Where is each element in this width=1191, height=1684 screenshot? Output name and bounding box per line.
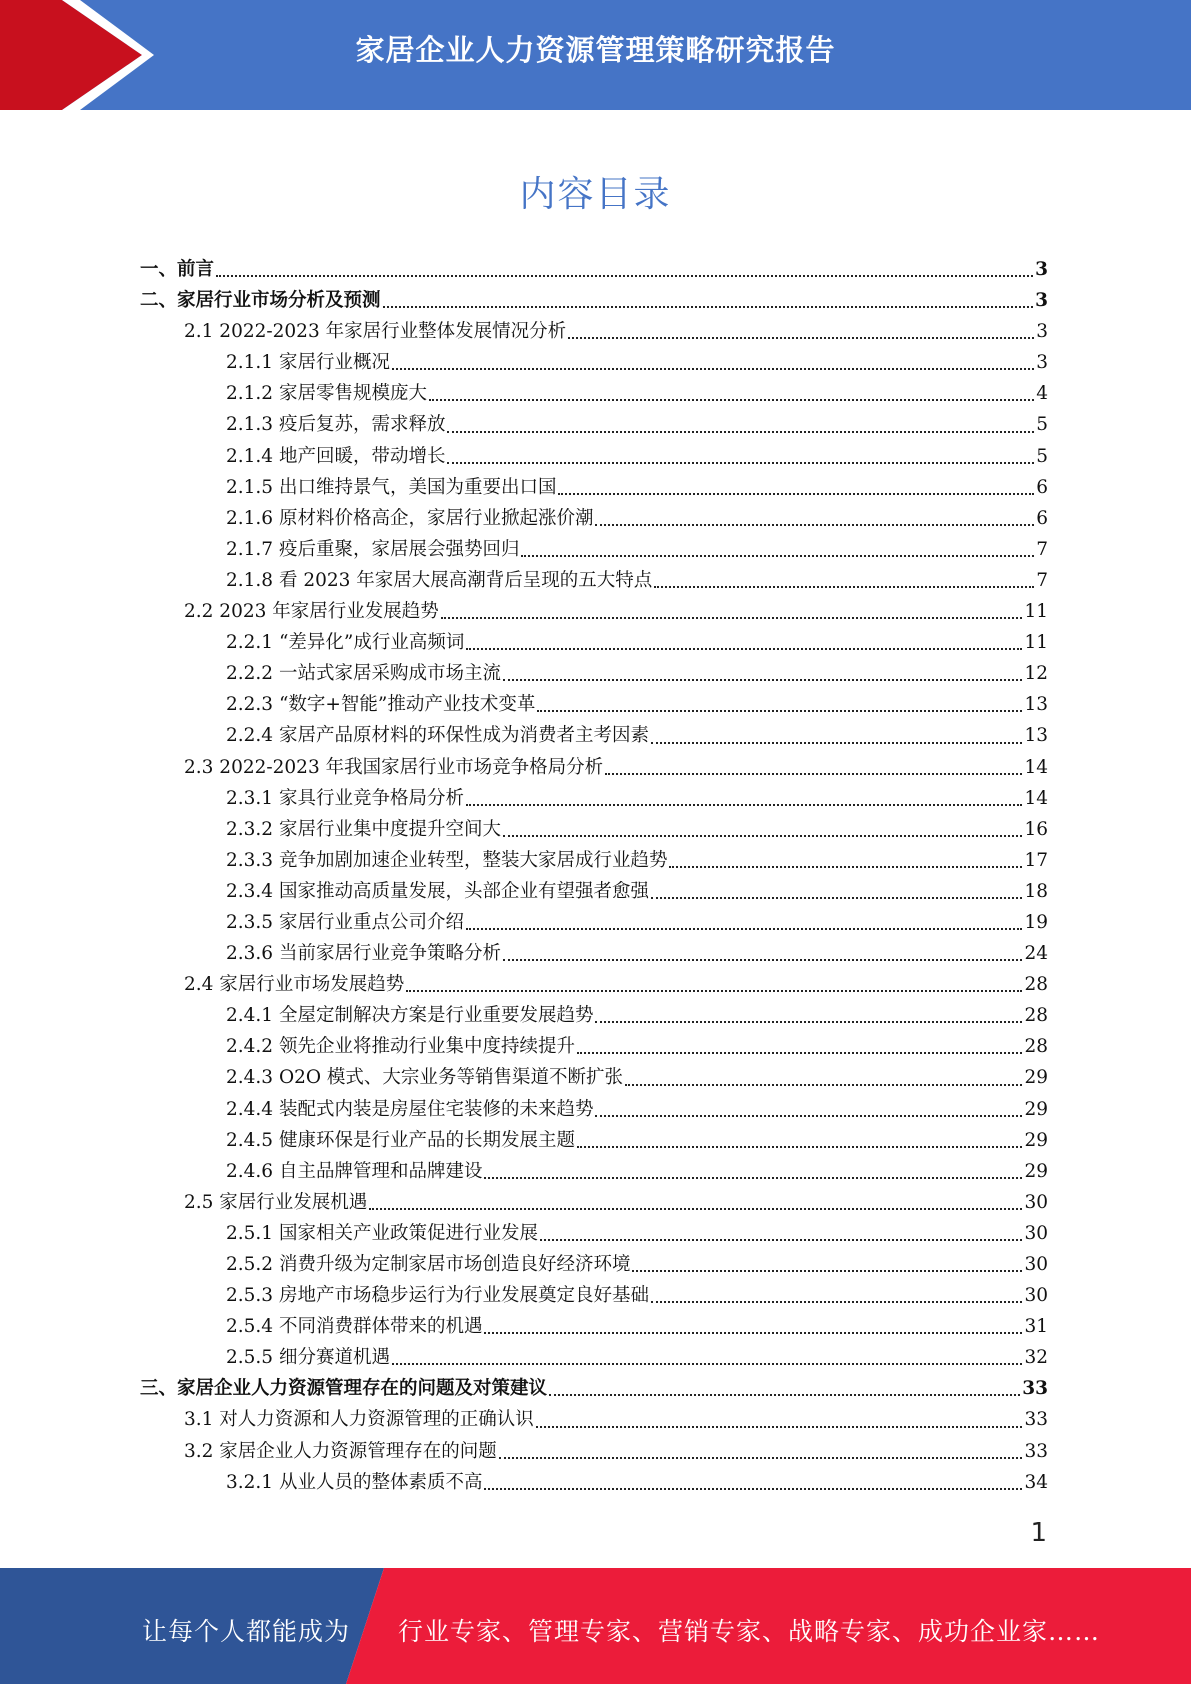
toc-dot-leader <box>447 430 1034 433</box>
toc-dot-leader <box>595 1020 1022 1023</box>
toc-entry-page: 31 <box>1024 1316 1048 1338</box>
toc-entry[interactable] <box>140 1436 1048 1467</box>
toc-entry-title: 2.1.5 出口维持景气，美国为重要出口国 <box>226 476 557 498</box>
table-of-contents <box>140 254 1048 1498</box>
toc-dot-leader <box>383 305 1034 308</box>
toc-entry[interactable] <box>140 1156 1048 1187</box>
toc-entry[interactable] <box>140 596 1048 627</box>
toc-dot-leader <box>549 1393 1020 1396</box>
toc-dot-leader <box>537 709 1022 712</box>
toc-dot-leader <box>536 1425 1023 1428</box>
toc-dot-leader <box>392 367 1034 370</box>
toc-entry-page: 30 <box>1024 1285 1048 1307</box>
toc-dot-leader <box>568 336 1034 339</box>
toc-entry[interactable] <box>140 720 1048 751</box>
toc-dot-leader <box>484 1487 1022 1490</box>
toc-entry-page: 6 <box>1036 476 1048 498</box>
toc-entry-title: 2.1.2 家居零售规模庞大 <box>226 383 427 405</box>
toc-entry-title: 2.3.3 竞争加剧加速企业转型，整装大家居成行业趋势 <box>226 849 668 871</box>
toc-entry[interactable] <box>140 1280 1048 1311</box>
toc-dot-leader <box>466 803 1022 806</box>
toc-entry[interactable] <box>140 1467 1048 1498</box>
toc-entry-title: 三、家居企业人力资源管理存在的问题及对策建议 <box>140 1378 548 1400</box>
toc-entry-page: 14 <box>1024 756 1048 778</box>
toc-entry-title: 2.2 2023 年家居行业发展趋势 <box>184 601 439 623</box>
toc-dot-leader <box>669 865 1022 868</box>
toc-entry[interactable] <box>140 752 1048 783</box>
toc-entry-page: 30 <box>1024 1222 1048 1244</box>
toc-entry[interactable] <box>140 627 1048 658</box>
toc-dot-leader <box>577 1051 1022 1054</box>
toc-entry[interactable] <box>140 472 1048 503</box>
toc-entry[interactable] <box>140 1031 1048 1062</box>
toc-entry-title: 2.1 2022-2023 年家居行业整体发展情况分析 <box>184 321 567 343</box>
toc-entry-title: 2.3.6 当前家居行业竞争策略分析 <box>226 943 501 965</box>
toc-dot-leader <box>216 274 1033 277</box>
toc-entry[interactable] <box>140 347 1048 378</box>
toc-dot-leader <box>558 492 1034 495</box>
toc-entry-page: 3 <box>1036 321 1048 343</box>
toc-entry-page: 33 <box>1022 1378 1048 1400</box>
toc-entry-title: 2.1.3 疫后复苏，需求释放 <box>226 414 446 436</box>
page-number: 1 <box>1030 1518 1047 1548</box>
toc-entry[interactable] <box>140 285 1048 316</box>
toc-dot-leader <box>540 1238 1022 1241</box>
toc-entry-page: 29 <box>1024 1129 1048 1151</box>
toc-entry-page: 29 <box>1024 1098 1048 1120</box>
toc-dot-leader <box>429 398 1034 401</box>
toc-dot-leader <box>651 896 1022 899</box>
toc-entry-title: 2.4.2 领先企业将推动行业集中度持续提升 <box>226 1036 575 1058</box>
toc-entry[interactable] <box>140 1373 1048 1404</box>
toc-entry-page: 32 <box>1024 1347 1048 1369</box>
toc-entry[interactable] <box>140 441 1048 472</box>
toc-entry[interactable] <box>140 1342 1048 1373</box>
toc-dot-leader <box>654 585 1034 588</box>
toc-dot-leader <box>503 834 1022 837</box>
toc-entry[interactable] <box>140 658 1048 689</box>
toc-entry[interactable] <box>140 1249 1048 1280</box>
toc-entry-page: 13 <box>1024 725 1048 747</box>
toc-entry-page: 30 <box>1024 1254 1048 1275</box>
toc-entry[interactable] <box>140 1311 1048 1342</box>
toc-entry[interactable] <box>140 1125 1048 1156</box>
toc-entry-title: 2.3 2022-2023 年我国家居行业市场竞争格局分析 <box>184 756 604 778</box>
toc-entry-title: 2.2.2 一站式家居采购成市场主流 <box>226 663 501 685</box>
toc-entry[interactable] <box>140 1094 1048 1125</box>
toc-entry-page: 3 <box>1035 290 1048 312</box>
toc-dot-leader <box>521 554 1034 557</box>
toc-entry-title: 2.1.8 看 2023 年家居大展高潮背后呈现的五大特点 <box>226 569 653 591</box>
toc-dot-leader <box>447 461 1034 464</box>
toc-entry-page: 5 <box>1036 414 1048 436</box>
toc-entry[interactable] <box>140 907 1048 938</box>
toc-entry-page: 33 <box>1024 1440 1048 1462</box>
footer-slogan-right: 行业专家、管理专家、营销专家、战略专家、成功企业家…… <box>398 1617 1101 1646</box>
toc-entry-title: 2.3.5 家居行业重点公司介绍 <box>226 911 464 933</box>
toc-entry-title: 2.5.1 国家相关产业政策促进行业发展 <box>226 1222 538 1244</box>
toc-dot-leader <box>595 1114 1022 1117</box>
toc-entry[interactable] <box>140 1000 1048 1031</box>
toc-entry-page: 5 <box>1036 445 1048 467</box>
toc-entry-page: 30 <box>1024 1191 1048 1213</box>
toc-entry-title: 2.4.3 O2O 模式、大宗业务等销售渠道不断扩张 <box>226 1067 623 1089</box>
toc-entry[interactable] <box>140 316 1048 347</box>
toc-entry[interactable] <box>140 783 1048 814</box>
toc-dot-leader <box>605 772 1022 775</box>
toc-entry[interactable] <box>140 1062 1048 1093</box>
toc-dot-leader <box>406 989 1022 992</box>
toc-entry-title: 2.5 家居行业发展机遇 <box>184 1191 368 1213</box>
toc-entry[interactable] <box>140 1218 1048 1249</box>
toc-entry-title: 一、前言 <box>140 259 215 280</box>
toc-dot-leader <box>651 1300 1022 1303</box>
toc-entry-page: 16 <box>1024 818 1048 840</box>
toc-entry-page: 33 <box>1024 1409 1048 1431</box>
toc-entry[interactable] <box>140 845 1048 876</box>
toc-entry-page: 13 <box>1024 694 1048 716</box>
toc-dot-leader <box>651 741 1022 744</box>
toc-entry-page: 19 <box>1024 911 1048 933</box>
toc-dot-leader <box>499 1456 1023 1459</box>
toc-entry[interactable] <box>140 254 1048 285</box>
toc-dot-leader <box>369 1207 1022 1210</box>
toc-entry-title: 3.2.1 从业人员的整体素质不高 <box>226 1471 483 1493</box>
toc-entry-title: 2.5.4 不同消费群体带来的机遇 <box>226 1316 483 1338</box>
toc-entry-page: 11 <box>1024 632 1048 654</box>
toc-entry-page: 12 <box>1024 663 1048 685</box>
toc-entry[interactable] <box>140 378 1048 409</box>
toc-entry[interactable] <box>140 689 1048 720</box>
footer-slogan-left: 让每个人都能成为 <box>142 1617 351 1646</box>
toc-dot-leader <box>466 647 1022 650</box>
toc-dot-leader <box>392 1362 1022 1365</box>
toc-entry-page: 3 <box>1036 352 1048 374</box>
toc-entry-page: 28 <box>1024 1005 1048 1027</box>
toc-entry-page: 3 <box>1035 259 1048 280</box>
toc-entry[interactable] <box>140 409 1048 440</box>
toc-entry-page: 28 <box>1024 974 1048 996</box>
toc-dot-leader <box>503 678 1022 681</box>
toc-entry[interactable] <box>140 534 1048 565</box>
toc-entry[interactable] <box>140 814 1048 845</box>
toc-entry-title: 2.2.1 “差异化”成行业高频词 <box>226 632 465 654</box>
report-title: 家居企业人力资源管理策略研究报告 <box>355 33 836 67</box>
toc-entry-title: 2.3.4 国家推动高质量发展，头部企业有望强者愈强 <box>226 880 649 902</box>
toc-entry[interactable] <box>140 503 1048 534</box>
toc-entry-title: 2.3.2 家居行业集中度提升空间大 <box>226 818 501 840</box>
toc-dot-leader <box>441 616 1023 619</box>
toc-entry-title: 2.4.5 健康环保是行业产品的长期发展主题 <box>226 1129 575 1151</box>
toc-entry-page: 18 <box>1024 880 1048 902</box>
toc-entry-title: 2.2.4 家居产品原材料的环保性成为消费者主考因素 <box>226 725 649 747</box>
toc-entry-title: 2.2.3 “数字+智能”推动产业技术变革 <box>226 694 536 716</box>
toc-entry-page: 29 <box>1024 1067 1048 1089</box>
toc-dot-leader <box>625 1083 1023 1086</box>
toc-entry-title: 2.5.2 消费升级为定制家居市场创造良好经济环境 <box>226 1254 631 1275</box>
toc-entry[interactable] <box>140 565 1048 596</box>
toc-entry-title: 2.4.6 自主品牌管理和品牌建设 <box>226 1160 483 1182</box>
toc-entry-title: 2.1.6 原材料价格高企，家居行业掀起涨价潮 <box>226 507 594 529</box>
page-header <box>0 0 1191 110</box>
toc-entry[interactable] <box>140 969 1048 1000</box>
toc-dot-leader <box>466 927 1022 930</box>
toc-dot-leader <box>632 1269 1022 1272</box>
toc-entry-page: 29 <box>1024 1160 1048 1182</box>
toc-entry-title: 2.4.4 装配式内装是房屋住宅装修的未来趋势 <box>226 1098 594 1120</box>
toc-entry-title: 2.1.1 家居行业概况 <box>226 352 390 374</box>
toc-entry-page: 34 <box>1024 1471 1048 1493</box>
toc-dot-leader <box>503 958 1022 961</box>
toc-entry-title: 二、家居行业市场分析及预测 <box>140 290 381 312</box>
toc-entry-page: 11 <box>1024 601 1048 623</box>
toc-entry[interactable] <box>140 1187 1048 1218</box>
toc-dot-leader <box>484 1176 1022 1179</box>
toc-entry-title: 2.3.1 家具行业竞争格局分析 <box>226 787 464 809</box>
toc-dot-leader <box>595 523 1034 526</box>
toc-entry-page: 6 <box>1036 507 1048 529</box>
toc-entry-title: 2.5.3 房地产市场稳步运行为行业发展奠定良好基础 <box>226 1285 649 1307</box>
toc-dot-leader <box>484 1331 1022 1334</box>
toc-entry-page: 4 <box>1036 383 1048 405</box>
toc-dot-leader <box>577 1145 1022 1148</box>
toc-entry-page: 7 <box>1036 569 1048 591</box>
toc-entry-title: 3.1 对人力资源和人力资源管理的正确认识 <box>184 1409 534 1431</box>
toc-entry-title: 2.1.4 地产回暖，带动增长 <box>226 445 446 467</box>
toc-entry[interactable] <box>140 1404 1048 1435</box>
toc-entry-page: 28 <box>1024 1036 1048 1058</box>
toc-entry-title: 2.4.1 全屋定制解决方案是行业重要发展趋势 <box>226 1005 594 1027</box>
toc-entry-page: 7 <box>1036 538 1048 560</box>
toc-entry-title: 2.4 家居行业市场发展趋势 <box>184 974 405 996</box>
toc-entry-page: 24 <box>1024 943 1048 965</box>
toc-entry-title: 2.1.7 疫后重聚，家居展会强势回归 <box>226 538 520 560</box>
toc-entry-page: 14 <box>1024 787 1048 809</box>
toc-heading: 内容目录 <box>519 174 672 215</box>
toc-entry-title: 3.2 家居企业人力资源管理存在的问题 <box>184 1440 497 1462</box>
toc-entry-page: 17 <box>1024 849 1048 871</box>
toc-entry[interactable] <box>140 876 1048 907</box>
toc-entry[interactable] <box>140 938 1048 969</box>
page-footer <box>0 1568 1191 1684</box>
toc-entry-title: 2.5.5 细分赛道机遇 <box>226 1347 390 1369</box>
